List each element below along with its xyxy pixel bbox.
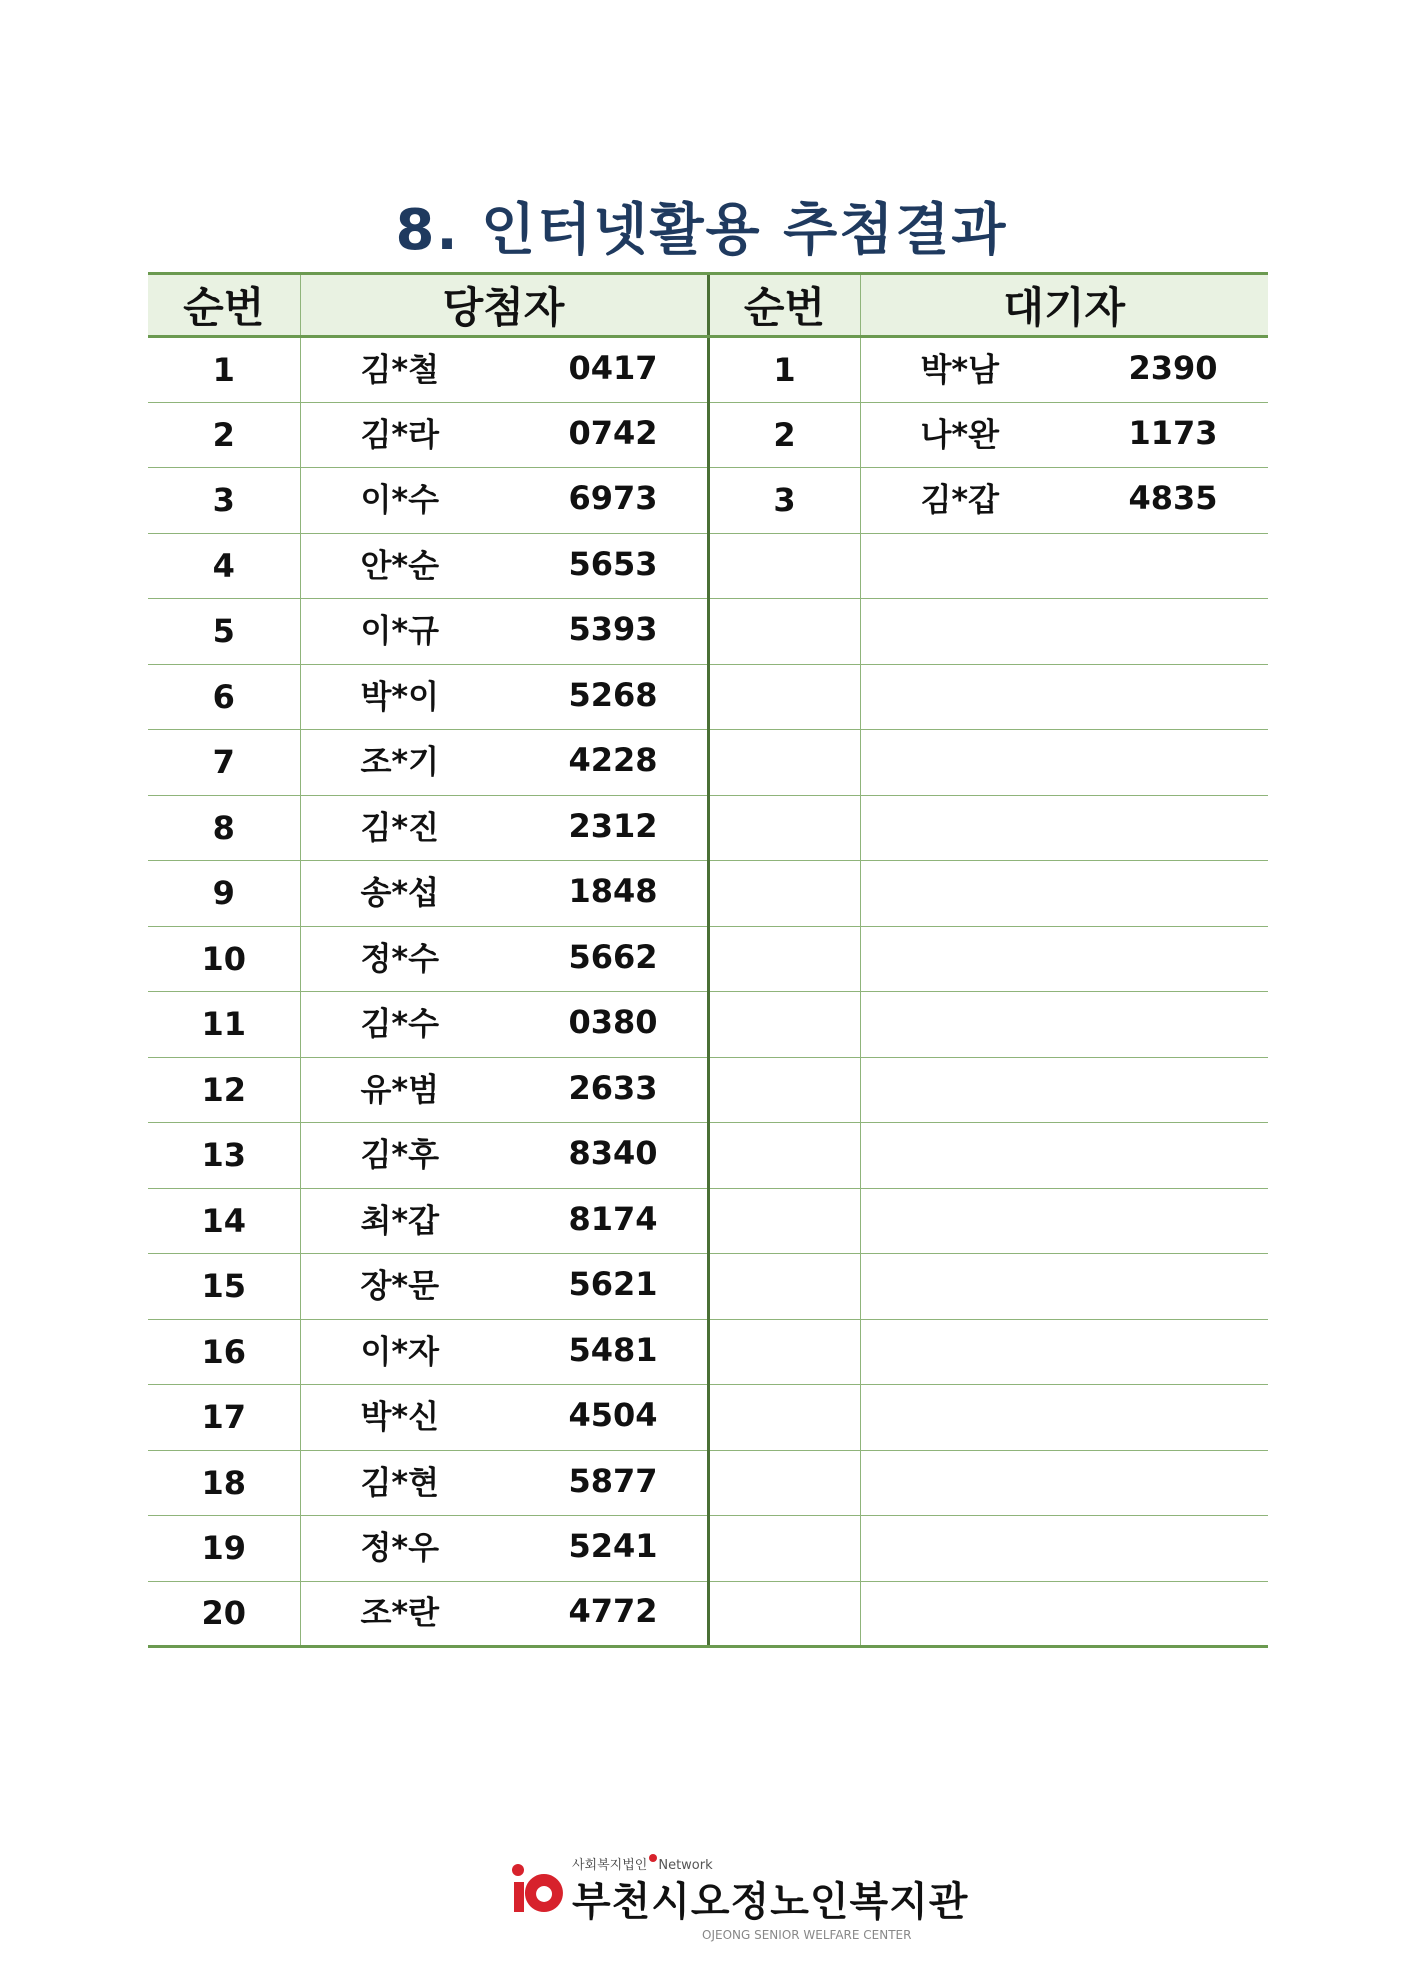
results-table — [148, 272, 1268, 1648]
waiting-number — [708, 1450, 860, 1516]
waiting-number — [708, 664, 860, 730]
winner-code: 4228 — [568, 741, 658, 780]
network-dot-icon — [649, 1854, 657, 1862]
winner-name: 박*이 — [360, 677, 440, 716]
waiting-cell — [860, 795, 1268, 861]
winner-code: 8340 — [568, 1134, 658, 1173]
header-row — [148, 274, 1268, 337]
waiting-code: 2390 — [1128, 348, 1218, 387]
winner-cell — [300, 1581, 708, 1647]
waiting-number — [708, 1516, 860, 1582]
waiting-number — [708, 1123, 860, 1189]
waiting-number — [708, 926, 860, 992]
table-row — [148, 664, 1268, 730]
waiting-number — [708, 1319, 860, 1385]
winner-cell — [300, 1188, 708, 1254]
table-row — [148, 1188, 1268, 1254]
table-row — [148, 337, 1268, 403]
winner-cell — [300, 1254, 708, 1320]
winner-code: 5393 — [568, 610, 658, 649]
winner-cell — [300, 795, 708, 861]
waiting-name: 나*완 — [920, 415, 1000, 454]
winner-name: 조*란 — [360, 1593, 440, 1632]
winner-name: 이*규 — [360, 611, 440, 650]
waiting-number — [708, 730, 860, 796]
winner-number: 16 — [148, 1319, 300, 1385]
winner-code: 5481 — [568, 1330, 658, 1369]
winner-name: 김*현 — [360, 1463, 440, 1502]
table-row — [148, 795, 1268, 861]
waiting-number — [708, 599, 860, 665]
winner-code: 5653 — [568, 544, 658, 583]
winner-name: 송*섭 — [360, 873, 440, 912]
waiting-number — [708, 533, 860, 599]
table-row — [148, 992, 1268, 1058]
winner-code: 2312 — [568, 806, 658, 845]
winner-cell — [300, 533, 708, 599]
winner-cell — [300, 926, 708, 992]
waiting-cell — [860, 992, 1268, 1058]
org-english-name: OJEONG SENIOR WELFARE CENTER — [702, 1928, 912, 1942]
winner-cell — [300, 664, 708, 730]
waiting-cell — [860, 1319, 1268, 1385]
table-row — [148, 1450, 1268, 1516]
winner-cell — [300, 1516, 708, 1582]
table-row — [148, 926, 1268, 992]
winner-number: 3 — [148, 468, 300, 534]
winner-name: 정*수 — [360, 939, 440, 978]
waiting-number — [708, 1254, 860, 1320]
winner-code: 5662 — [568, 937, 658, 976]
winner-name: 정*우 — [360, 1528, 440, 1567]
waiting-cell — [860, 1581, 1268, 1647]
table-row — [148, 1057, 1268, 1123]
winner-cell — [300, 599, 708, 665]
winner-cell — [300, 337, 708, 403]
winner-code: 0742 — [568, 413, 658, 452]
winner-code: 0380 — [568, 1003, 658, 1042]
table-row — [148, 533, 1268, 599]
table-row — [148, 730, 1268, 796]
winner-code: 1848 — [568, 872, 658, 911]
winner-cell — [300, 468, 708, 534]
waiting-cell — [860, 599, 1268, 665]
header-waiting: 대기자 — [860, 274, 1268, 337]
winner-number: 17 — [148, 1385, 300, 1451]
winner-code: 4772 — [568, 1592, 658, 1631]
waiting-cell — [860, 1450, 1268, 1516]
winner-cell — [300, 1385, 708, 1451]
corp-label: 사회복지법인 Network — [572, 1854, 713, 1873]
waiting-number — [708, 1385, 860, 1451]
footer-logo — [510, 1850, 969, 1950]
table-row — [148, 1516, 1268, 1582]
winner-number: 9 — [148, 861, 300, 927]
waiting-cell — [860, 337, 1268, 403]
winner-number: 8 — [148, 795, 300, 861]
org-name: 부천시오정노인복지관 — [572, 1879, 969, 1925]
winner-code: 5241 — [568, 1527, 658, 1566]
winner-number: 1 — [148, 337, 300, 403]
winner-number: 11 — [148, 992, 300, 1058]
waiting-cell — [860, 1254, 1268, 1320]
header-number: 순번 — [148, 274, 300, 337]
winner-cell — [300, 1450, 708, 1516]
winner-number: 5 — [148, 599, 300, 665]
page-title: 8. 인터넷활용 추첨결과 — [395, 198, 1008, 263]
waiting-cell — [860, 1188, 1268, 1254]
winner-code: 5621 — [568, 1265, 658, 1304]
winner-name: 최*갑 — [360, 1201, 440, 1240]
winner-code: 2633 — [568, 1068, 658, 1107]
winner-code: 0417 — [568, 348, 658, 387]
winner-name: 김*진 — [360, 808, 440, 847]
waiting-name: 김*갑 — [920, 480, 1000, 519]
winner-name: 김*후 — [360, 1135, 440, 1174]
winner-name: 유*범 — [360, 1070, 440, 1109]
waiting-cell — [860, 1057, 1268, 1123]
winner-name: 김*철 — [360, 350, 440, 389]
welfare-center-logo-icon — [510, 1860, 566, 1920]
winner-cell — [300, 1319, 708, 1385]
table-row — [148, 599, 1268, 665]
winner-name: 안*순 — [360, 546, 440, 585]
waiting-cell — [860, 730, 1268, 796]
winner-name: 이*자 — [360, 1332, 440, 1371]
winner-cell — [300, 992, 708, 1058]
winner-cell — [300, 1057, 708, 1123]
winner-number: 15 — [148, 1254, 300, 1320]
winner-code: 6973 — [568, 479, 658, 518]
table-row — [148, 1123, 1268, 1189]
waiting-cell — [860, 533, 1268, 599]
winner-code: 5268 — [568, 675, 658, 714]
winner-code: 8174 — [568, 1199, 658, 1238]
winner-number: 10 — [148, 926, 300, 992]
waiting-cell — [860, 1516, 1268, 1582]
table-row — [148, 1385, 1268, 1451]
winner-cell — [300, 1123, 708, 1189]
table-row — [148, 1319, 1268, 1385]
waiting-cell — [860, 1385, 1268, 1451]
winner-name: 박*신 — [360, 1397, 440, 1436]
waiting-number — [708, 992, 860, 1058]
winner-name: 김*수 — [360, 1004, 440, 1043]
winner-number: 7 — [148, 730, 300, 796]
winner-number: 20 — [148, 1581, 300, 1647]
winner-number: 18 — [148, 1450, 300, 1516]
waiting-cell — [860, 402, 1268, 468]
waiting-number: 3 — [708, 468, 860, 534]
winner-number: 13 — [148, 1123, 300, 1189]
table-row — [148, 1254, 1268, 1320]
header-number-waiting: 순번 — [708, 274, 860, 337]
waiting-code: 4835 — [1128, 479, 1218, 518]
waiting-number — [708, 1057, 860, 1123]
table-row — [148, 468, 1268, 534]
table-row — [148, 402, 1268, 468]
table-row — [148, 1581, 1268, 1647]
winner-number: 19 — [148, 1516, 300, 1582]
winner-code: 5877 — [568, 1461, 658, 1500]
winner-name: 조*기 — [360, 742, 440, 781]
winner-name: 이*수 — [360, 480, 440, 519]
waiting-number: 1 — [708, 337, 860, 403]
winner-name: 장*문 — [360, 1266, 440, 1305]
waiting-number — [708, 795, 860, 861]
winner-number: 4 — [148, 533, 300, 599]
waiting-cell — [860, 1123, 1268, 1189]
winner-number: 2 — [148, 402, 300, 468]
winner-cell — [300, 402, 708, 468]
header-winners: 당첨자 — [300, 274, 708, 337]
waiting-cell — [860, 861, 1268, 927]
waiting-cell — [860, 664, 1268, 730]
waiting-name: 박*남 — [920, 350, 1000, 389]
winner-cell — [300, 861, 708, 927]
winner-code: 4504 — [568, 1396, 658, 1435]
winner-number: 6 — [148, 664, 300, 730]
waiting-cell — [860, 468, 1268, 534]
table-row — [148, 861, 1268, 927]
winner-number: 12 — [148, 1057, 300, 1123]
winner-cell — [300, 730, 708, 796]
waiting-cell — [860, 926, 1268, 992]
waiting-number — [708, 1581, 860, 1647]
winner-number: 14 — [148, 1188, 300, 1254]
waiting-number — [708, 861, 860, 927]
winner-name: 김*라 — [360, 415, 440, 454]
waiting-code: 1173 — [1128, 413, 1218, 452]
waiting-number: 2 — [708, 402, 860, 468]
waiting-number — [708, 1188, 860, 1254]
